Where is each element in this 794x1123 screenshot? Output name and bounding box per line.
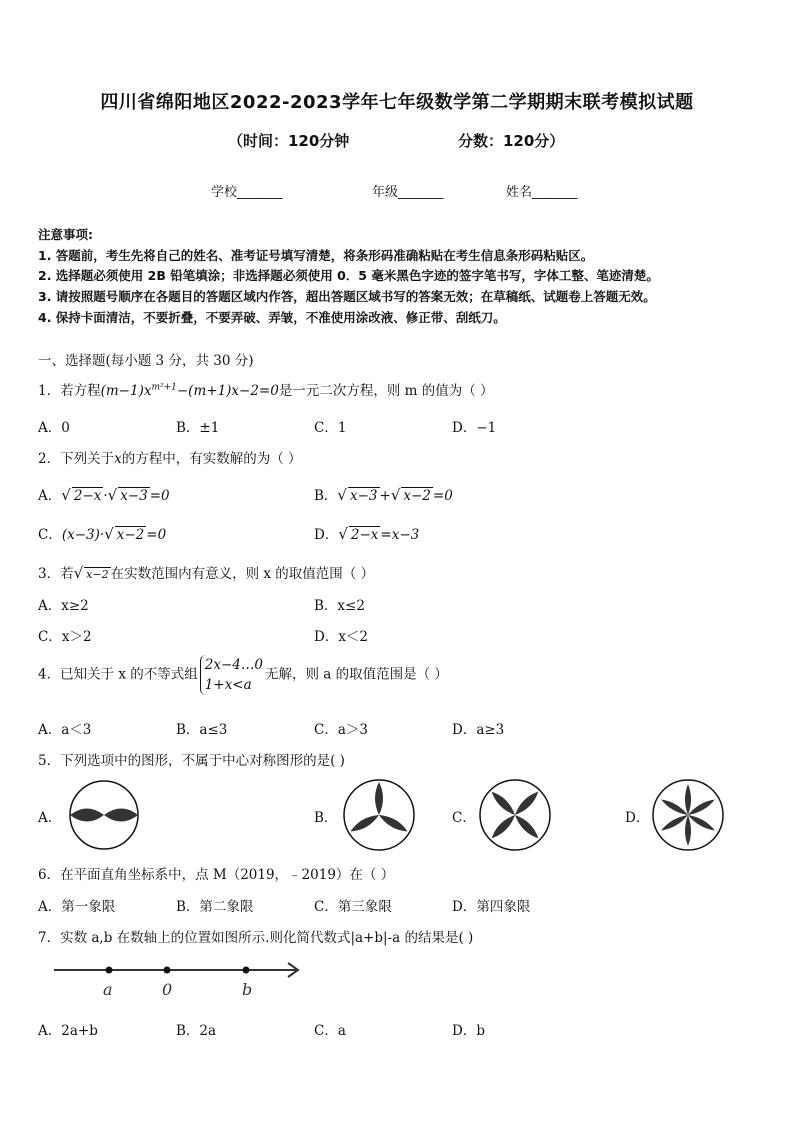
question-1 (38, 379, 494, 399)
note-item-3: 3. 请按照题号顺序在各题目的答题区域内作答，超出答题区域书写的答案无效；在草稿纸、试题卷上答题无效。 (38, 289, 656, 304)
q2-c-label: C． (38, 527, 62, 543)
q3-option-d[interactable]: D．x＜2 (314, 629, 369, 645)
question-7: 7．实数 a,b 在数轴上的位置如图所示.则化简代数式|a+b|-a 的结果是( ) (38, 930, 474, 946)
note-item-4: 4. 保持卡面清洁，不要折叠，不要弄破、弄皱，不准使用涂改液、修正带、刮纸刀。 (38, 310, 506, 325)
q5-option-d[interactable]: D． (625, 810, 650, 826)
q2-b-label: B． (314, 488, 338, 504)
q7-option-d[interactable]: D．b (452, 1023, 485, 1039)
question-4 (38, 655, 448, 695)
question-2 (38, 447, 302, 467)
q2-b-end: =0 (432, 488, 453, 504)
q2-d-end: =x−3 (380, 527, 420, 543)
q6-option-c[interactable]: C．第三象限 (314, 899, 392, 915)
q2-option-d[interactable]: D．√ 2−x =x−3 (314, 525, 420, 543)
q2-var: x (114, 451, 122, 467)
q6-option-d[interactable]: D．第四象限 (452, 899, 531, 915)
q2-b-rad2: x−2 (403, 488, 431, 504)
q4-line2: 1+x<a (204, 677, 252, 693)
q1-eq-b: −(m+1)x−2=0 (176, 383, 279, 399)
q5-figure-b (342, 778, 416, 852)
q2-stem2: 的方程中，有实数解的为（ ） (121, 451, 302, 467)
q1-eq-exp: m²+1 (151, 382, 177, 393)
q4-option-a[interactable]: A．a＜3 (38, 722, 92, 738)
q1-option-d[interactable]: D．−1 (452, 420, 497, 436)
note-item-1: 1. 答题前，考生先将自己的姓名、准考证号填写清楚，将条形码准确粘贴在考生信息条形码粘贴区。 (38, 248, 594, 263)
q5-option-a[interactable]: A． (38, 810, 62, 826)
q2-d-label: D． (314, 527, 339, 543)
q2-a-rad2: x−3 (120, 488, 148, 504)
name-field: 姓名_______ (506, 185, 578, 200)
exam-score: 分数：120分） (458, 132, 565, 150)
q1-suffix: 是一元二次方程，则 m 的值为（ ） (278, 383, 494, 399)
q3-option-c[interactable]: C．x＞2 (38, 629, 92, 645)
exam-time: （时间：120分钟 (228, 132, 350, 150)
exam-title: 四川省绵阳地区2022-2023学年七年级数学第二学期期末联考模拟试题 (100, 92, 694, 113)
question-3: 3．若√ x−2 在实数范围内有意义，则 x 的取值范围（ ） (38, 564, 375, 582)
q4-pre: 4．已知关于 x 的不等式组 (38, 666, 198, 683)
q2-stem: 2．下列关于 (38, 451, 115, 467)
point-a (106, 967, 113, 974)
note-item-2: 2. 选择题必须使用 2B 铅笔填涂；非选择题必须使用 0．5 毫米黑色字迹的签字笔书写，字体工整、笔迹清楚。 (38, 268, 659, 283)
q1-prefix: 1．若方程 (38, 383, 101, 399)
label-0: 0 (162, 980, 173, 999)
q4-post: 无解，则 a 的取值范围是（ ） (265, 666, 448, 683)
grade-field: 年级_______ (372, 185, 444, 200)
q2-c-rad1: x−2 (116, 527, 145, 543)
q2-a-mid: · (103, 488, 108, 504)
q2-c-end: =0 (146, 527, 167, 543)
q2-c-pre: (x−3)· (61, 527, 105, 543)
q2-option-a[interactable]: A．√ 2−x ·√ x−3 =0 (38, 486, 170, 504)
point-0 (164, 967, 171, 974)
q1-option-a[interactable]: A．0 (38, 420, 70, 436)
q6-option-a[interactable]: A．第一象限 (38, 899, 116, 915)
q2-a-label: A． (38, 488, 62, 504)
q5-figure-c (478, 778, 552, 852)
q3-radicand: x−2 (86, 568, 109, 581)
q7-option-a[interactable]: A．2a+b (38, 1023, 98, 1039)
q5-option-b[interactable]: B． (314, 810, 338, 826)
school-field: 学校_______ (211, 185, 283, 200)
q7-option-b[interactable]: B．2a (176, 1023, 217, 1039)
q5-figure-a (66, 780, 142, 850)
number-line (50, 955, 306, 1005)
q4-option-b[interactable]: B．a≤3 (176, 722, 228, 738)
q2-b-rad1: x−3 (349, 488, 378, 504)
q2-option-b[interactable]: B．√ x−3 +√ x−2 =0 (314, 486, 453, 504)
q6-option-b[interactable]: B．第二象限 (176, 899, 254, 915)
q4-system (200, 655, 263, 695)
q3-option-b[interactable]: B．x≤2 (314, 598, 365, 614)
notes-heading: 注意事项: (38, 227, 93, 242)
q2-d-rad1: 2−x (350, 527, 379, 543)
q2-option-c[interactable]: C．(x−3)·√ x−2 =0 (38, 525, 167, 543)
q2-a-rad1: 2−x (73, 488, 102, 504)
section-heading: 一、选择题(每小题 3 分，共 30 分) (38, 353, 254, 369)
q3-post: 在实数范围内有意义，则 x 的取值范围（ ） (110, 566, 375, 582)
q3-option-a[interactable]: A．x≥2 (38, 598, 89, 614)
q5-figure-d (651, 778, 725, 852)
q2-a-end: =0 (149, 488, 170, 504)
q4-line1: 2x−4…0 (204, 657, 263, 673)
point-b (243, 967, 250, 974)
q1-option-c[interactable]: C．1 (314, 420, 347, 436)
label-b: b (242, 980, 253, 999)
label-a: a (103, 980, 113, 999)
q5-option-c[interactable]: C． (452, 810, 476, 826)
question-6: 6．在平面直角坐标系中，点 M（2019，﹣2019）在（ ） (38, 867, 395, 883)
q2-b-mid: + (379, 488, 391, 504)
q7-option-c[interactable]: C．a (314, 1023, 346, 1039)
q4-option-d[interactable]: D．a≥3 (452, 722, 505, 738)
q1-option-b[interactable]: B．±1 (176, 420, 220, 436)
q3-pre: 3．若 (38, 566, 74, 582)
question-5: 5．下列选项中的图形，不属于中心对称图形的是( ) (38, 753, 345, 769)
q1-eq-a: (m−1)x (100, 383, 152, 399)
q4-option-c[interactable]: C．a＞3 (314, 722, 368, 738)
